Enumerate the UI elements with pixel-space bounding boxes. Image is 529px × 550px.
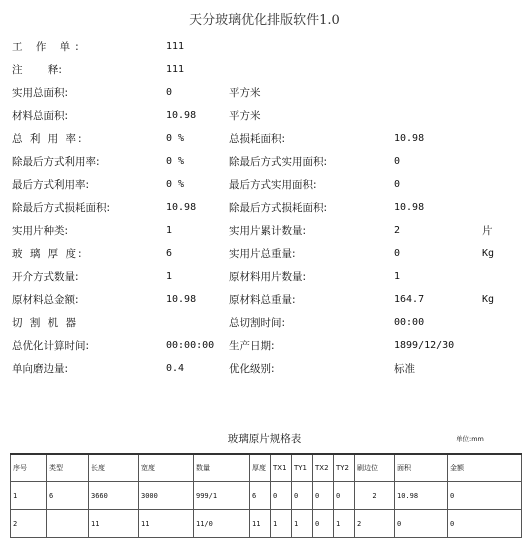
table-cell: 11: [89, 510, 139, 538]
used-area-unit: 平方米: [229, 87, 261, 99]
production-date-value: 1899/12/30: [394, 340, 455, 351]
table-cell: 11: [250, 510, 271, 538]
work-order-label: 工 作 单:: [12, 41, 84, 53]
piece-types-label: 实用片种类:: [12, 225, 69, 237]
table-cell: 6: [47, 482, 89, 510]
note-label: 注 释:: [12, 64, 62, 76]
table-cell: 0: [271, 482, 292, 510]
header-cell: 厚度: [250, 454, 271, 482]
except-last-utilization-value: 0 %: [166, 156, 185, 167]
table-row: [11, 510, 522, 538]
raw-sheet-count-label: 原材料用片数量:: [229, 271, 307, 283]
material-area-value: 10.98: [166, 110, 197, 121]
used-area-label: 实用总面积:: [12, 87, 69, 99]
table-cell: 0: [448, 510, 522, 538]
note-value: 111: [166, 64, 185, 75]
header-cell: 类型: [47, 454, 89, 482]
cut-methods-value: 1: [166, 271, 173, 282]
table-cell: [47, 510, 89, 538]
table-cell: 1: [271, 510, 292, 538]
material-area-unit: 平方米: [229, 110, 261, 122]
table-cell: 0: [292, 482, 313, 510]
table-cell: 1: [292, 510, 313, 538]
raw-weight-unit: Kg: [482, 294, 495, 305]
table-cell: 1: [11, 482, 47, 510]
except-last-utilization-label: 除最后方式利用率:: [12, 156, 100, 168]
total-cut-time-value: 00:00: [394, 317, 425, 328]
table-cell: 10.98: [395, 482, 448, 510]
header-cell: 长度: [89, 454, 139, 482]
piece-weight-value: 0: [394, 248, 401, 259]
header-cell: 宽度: [139, 454, 194, 482]
edge-grind-value: 0.4: [166, 363, 185, 374]
table-header-row: [11, 454, 522, 482]
raw-sheet-count-value: 1: [394, 271, 401, 282]
piece-count-value: 2: [394, 225, 401, 236]
cutting-machine-label: 切 割 机 器: [12, 317, 79, 329]
glass-thickness-label: 玻 璃 厚 度:: [12, 248, 84, 260]
header-cell: 面积: [395, 454, 448, 482]
production-date-label: 生产日期:: [229, 340, 275, 352]
table-cell: 6: [250, 482, 271, 510]
spec-table-unit: 单位:mm: [456, 435, 484, 443]
except-last-used-area-value: 0: [394, 156, 401, 167]
header-cell: TX1: [271, 454, 292, 482]
used-area-value: 0: [166, 87, 173, 98]
report-title: 天分玻璃优化排版软件1.0: [189, 13, 340, 28]
raw-amount-label: 原材料总金额:: [12, 294, 79, 306]
except-last-loss-area-value: 10.98: [166, 202, 197, 213]
edge-grind-label: 单向磨边量:: [12, 363, 69, 375]
last-used-area-value: 0: [394, 179, 401, 190]
glass-thickness-value: 6: [166, 248, 173, 259]
piece-count-label: 实用片累计数量:: [229, 225, 307, 237]
last-utilization-label: 最后方式利用率:: [12, 179, 90, 191]
header-cell: 序号: [11, 454, 47, 482]
header-cell: TY1: [292, 454, 313, 482]
total-utilization-value: 0 %: [166, 133, 185, 144]
table-cell: 1: [334, 510, 355, 538]
table-cell: 0: [448, 482, 522, 510]
raw-amount-value: 10.98: [166, 294, 197, 305]
table-cell: 2: [355, 482, 395, 510]
last-utilization-value: 0 %: [166, 179, 185, 190]
total-utilization-label: 总 利 用 率:: [12, 133, 84, 145]
cut-methods-label: 开介方式数量:: [12, 271, 79, 283]
table-cell: 0: [334, 482, 355, 510]
piece-weight-unit: Kg: [482, 248, 495, 259]
table-cell: 0: [313, 482, 334, 510]
header-cell: 刷边位: [355, 454, 395, 482]
optimize-time-value: 00:00:00: [166, 340, 215, 351]
spec-table-title: 玻璃原片规格表: [227, 433, 302, 445]
table-cell: 11: [139, 510, 194, 538]
total-loss-area-value: 10.98: [394, 133, 425, 144]
work-order-value: 111: [166, 41, 185, 52]
table-cell: 3660: [89, 482, 139, 510]
optimize-level-value: 标准: [394, 363, 415, 375]
header-cell: TY2: [334, 454, 355, 482]
piece-weight-label: 实用片总重量:: [229, 248, 296, 260]
header-cell: 数量: [194, 454, 250, 482]
last-used-area-label: 最后方式实用面积:: [229, 179, 317, 191]
piece-types-value: 1: [166, 225, 173, 236]
optimize-time-label: 总优化计算时间:: [12, 340, 90, 352]
table-cell: 2: [11, 510, 47, 538]
except-last-loss-area-value-2: 10.98: [394, 202, 425, 213]
table-cell: 999/1: [194, 482, 250, 510]
spec-table: [10, 453, 522, 538]
header-cell: TX2: [313, 454, 334, 482]
except-last-used-area-label: 除最后方式实用面积:: [229, 156, 328, 168]
except-last-loss-area-label: 除最后方式损耗面积:: [12, 202, 111, 214]
except-last-loss-area-label-2: 除最后方式损耗面积:: [229, 202, 328, 214]
total-loss-area-label: 总损耗面积:: [229, 133, 286, 145]
table-row: [11, 482, 522, 510]
table-cell: 0: [313, 510, 334, 538]
table-cell: 11/0: [194, 510, 250, 538]
raw-weight-value: 164.7: [394, 294, 425, 305]
table-cell: 3000: [139, 482, 194, 510]
material-area-label: 材料总面积:: [12, 110, 69, 122]
piece-count-unit: 片: [482, 225, 493, 237]
table-cell: 2: [355, 510, 395, 538]
raw-weight-label: 原材料总重量:: [229, 294, 296, 306]
table-cell: 0: [395, 510, 448, 538]
optimize-level-label: 优化级别:: [229, 363, 275, 375]
header-cell: 金额: [448, 454, 522, 482]
total-cut-time-label: 总切割时间:: [229, 317, 286, 329]
